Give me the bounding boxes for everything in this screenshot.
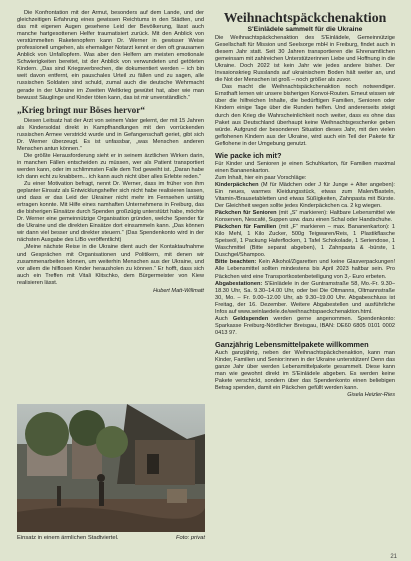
list-item: Abgabestationen: S'Einlädele in der Guntramstraße 58, Mo.-Fr. 9.30–18.30 Uhr, Sa. 9.30–14.00 Uhr, oder bei Die Oltmanns, Oltmannstraße 30, Mo. – Fr. 9.00–12.00 Uhr, ab 9.30–19.00 Uhr. Abgabeschluss ist Freitag, der 16. Dezember. Weitere Abgabestellen und ausführliche Infos auf www.seinlaedele.de/weihnachtspaeckchenaktion.html. <box>215 280 395 315</box>
caption-text: Einsatz in einem ärmlichen Stadtviertel. <box>17 535 119 541</box>
paragraph: Die größte Herausforderung sieht er in seinem ärztlichen Wirken darin, in manchen Fällen entscheiden zu müssen, wer als Patient transportiert werden kann, oder im schlimmsten Falle dem Tod geweiht ist. „Daran habe ich dann echt zu knabbern... ich kann auch nicht über alles Erlebte reden.“ <box>17 152 204 180</box>
paragraph: Zu einer Motivation befragt, nennt Dr. Werner, dass im früher von ihm geplanter Einsatz als Entwicklungshelfer sich nicht habe realisieren lassen, und dass er das Leid der Ukrainer nicht mehr im Fernsehen untätig ertragen konnte. Mit Hilfe eines namhaften Unternehmens in Freiburg, das die bisherigen Einsätze durch Spenden großzügig unterstützt habe, möchte Dr. Werner eine gemeinnützige Organisation gründen, welche Spender für die Ukraine und die direkten Einsätze dort einsammeln kann. „Das können wir dann viel besser und direkter steuern.“ (Das Spendenkonto wird in der nächsten Ausgabe des LiBo veröffentlicht) <box>17 181 204 244</box>
article-right-column <box>215 10 395 399</box>
paragraph: „Meine nächste Reise in die Ukraine dient auch der Kontaktaufnahme und Gesprächen mit Organisationen und Politikern, mit denen wir zusammenarbeiten können, um weiterhin Menschen aus der Ukraine, und vor allem die hilflosen Kinder herausholen zu können.“ Er hofft, dass sich auch ein Treffen mit Vitali Klitschko, dem Bürgermeister von Kiew realisieren lässt. <box>17 244 204 286</box>
item-label: Kinderpäckchen <box>215 181 259 188</box>
section-heading: Wie packe ich mit? <box>215 150 282 160</box>
paragraph: Die Konfrontation mit der Armut, besonders auf dem Lande, und der gleichzeitigen Erfahrung eines gewissen Reichtums in den Städten, und das mit eigenen Augen gesehene Leid der Bevölkerung, lässt auch manche hartgesottenen Helfer traumatisiert zurück. Mit den Anblick von verstümmelten Raketenopfern kann Dr. Werner in gewisser Weise professionell umgehen, als ehemaliger Notarzt kennt er den oft grausamen Anblick von Unfallopfern. Was aber den Helfern am meisten emotionale Schwierigkeiten bereitet, ist der Anblick von verwundeten und getöteten Kindern. „Das sind Kriegsverbrechen, die dokumentiert werden – ich bin weit davon entfernt, ein pauschales Urteil zu fällen und zu sagen, alle russischen Soldaten sind schuld, zumal auch die deutsche Wehrmacht gerade in der Ukraine im Zweiten Weltkrieg gewütet hat, aber wie man bewusst Säuglinge und Kinder töten kann, das ist mir unverständlich.“ <box>17 10 204 101</box>
article-title: Weihnachtspäckchenaktion <box>223 10 387 25</box>
list-item: Päckchen für Familien (mit „F“ markieren – max. Bananenkarton): 1 Kilo Mehl, 1 Kilo Zucker, 500g Teigwaren/Reis, 1 Plastikflasche Speiseöl, 1 Packung Haferflocken, 1 Tafel Schokolade, 1 Seriendose, 1 Waschmittel (Bitte separat abgeben), 1 Zahnpasta & -bürste, 1 Duschgel/Shampoo. <box>215 224 395 259</box>
paragraph: Das macht die Weihnachtspäckchenaktion noch notwendiger. Ernsthaft lernen wir unsere bisherigen Konvoi-Routen. Erneut wissen wir über die hilfreichen Inhalte, die bedürftigen Familien, Senioren oder Kindern einige Tage über die Runden helfen. Und andererseits steigt durch den Krieg die Wahrscheinlichkeit noch weiter, dass es ohne das Paket aus Deutschland überhaupt keine Weihnachtsgeschenke geben würde. Aufgrund der besonderen Situation dieses Jahr, mit den vielen geflohenen Kindern aus der Ukraine, wird auch ein Teil der Pakete für Geflohene in der Umgebung genutzt. <box>215 84 395 147</box>
list-item: Kinderpäckchen (M für Mädchen oder J für Junge + Alter angeben): Ein neues, warmes Kleidungsstück, etwas zum Malen/Basteln, Vitamin-/Brausetabletten und etwas Süßigkeiten, Zahnpasta mit Bürste. Der Gleichheit wegen sollte jedes Kinderpäckchen ca. 2 kg wiegen. <box>215 181 395 210</box>
photo-caption <box>17 535 205 541</box>
article-left-column <box>17 10 204 295</box>
list-item: Bitte beachten: Kein Alkohol/Zigaretten und keine Glasverpackungen! Alle Lebensmittel sollten mindestens bis April 2023 haltbar sein. Pro Päckchen wird eine Transportkostenbeteiligung von 3,- Euro erbeten. <box>215 259 396 280</box>
item-label: Abgabestationen: <box>215 280 263 287</box>
paragraph: Zum Inhalt, hier ein paar Vorschläge: <box>215 174 307 181</box>
item-label: Geldspenden <box>232 315 269 322</box>
article-subtitle: S'Einlädele sammelt für die Ukraine <box>247 26 363 33</box>
item-label: Päckchen für Senioren <box>215 210 277 217</box>
item-label: Päckchen für Familien <box>215 224 277 231</box>
paragraph: Für Kinder und Senioren je einen Schuhkarton, für Familien maximal einen Bananenkarton. <box>215 160 395 174</box>
section-heading: Ganzjährig Lebensmittelpakete willkommen <box>215 339 369 349</box>
paragraph: Die Weihnachtspäckchenaktion des S'Einlädele, Gemeinnützige Gesellschaft für Mission und Seelsorge mbH in Freiburg, findet auch in diesem Jahr statt. Seit 30 Jahren transportieren die Ehrenamtlichen gemeinsam mit zahlreichen Unterstützerinnen Liebe und Hoffnung in die Ukraine. Doch 2022 ist kein Jahr wie jedes andere bisher. Der Invasionskrieg Russlands auf ukrainischem Boden hält weiter an, und die Not der Menschen ist groß – noch größer als zuvor. <box>215 35 395 84</box>
section-heading: „Krieg bringt nur Böses hervor“ <box>17 104 145 115</box>
photo-credit: Foto: privat <box>176 535 205 541</box>
author-credit: Gisela Heizler-Ries <box>347 392 395 399</box>
paragraph: Diesen Leitsatz hat der Arzt von seinem Vater gelernt, der mit 15 Jahren als Kindersoldat direkt in Kampfhandlungen mit den vorrückenden russischen Armee verstrickt wurde und in Gefangenschaft geriet, gibt sich Dr. Werner überzeugt. Es ist unfassbar, „was Menschen anderen Menschen antun können.“ <box>17 117 204 152</box>
street-photo <box>17 404 205 532</box>
item-label: Bitte beachten: <box>215 259 257 266</box>
list-item: Päckchen für Senioren (mit „S“ markieren): Haltbare Lebensmittel wie Konserven, Nescafé, Suppen usw. dazu einen Schal oder Handschuhe. <box>215 210 396 224</box>
list-item: Auch Geldspenden werden gerne angenommen. Spendenkonto: Sparkasse Freiburg-Nördlicher Breisgau, IBAN: DE60 6805 0101 0002 0413 97. <box>215 315 395 336</box>
author-credit: Hubert Matt-Willmatt <box>153 287 204 294</box>
paragraph: Auch ganzjährig, neben der Weihnachtspäckchenaktion, kann man Kinder, Familien und Senior:innen in der Ukraine unterstützen! Denn das ganze Jahr über werden Lebensmittelpakete gesammelt. Diese kann man wie gewohnt direkt im S'Einlädele abgeben. Es werden keine Pakete verschickt, sondern über das Spendenkonto einen beliebigen Betrag spenden, damit ein Päckchen gefüllt werden kann. <box>215 349 395 392</box>
page-number: 21 <box>390 554 397 560</box>
